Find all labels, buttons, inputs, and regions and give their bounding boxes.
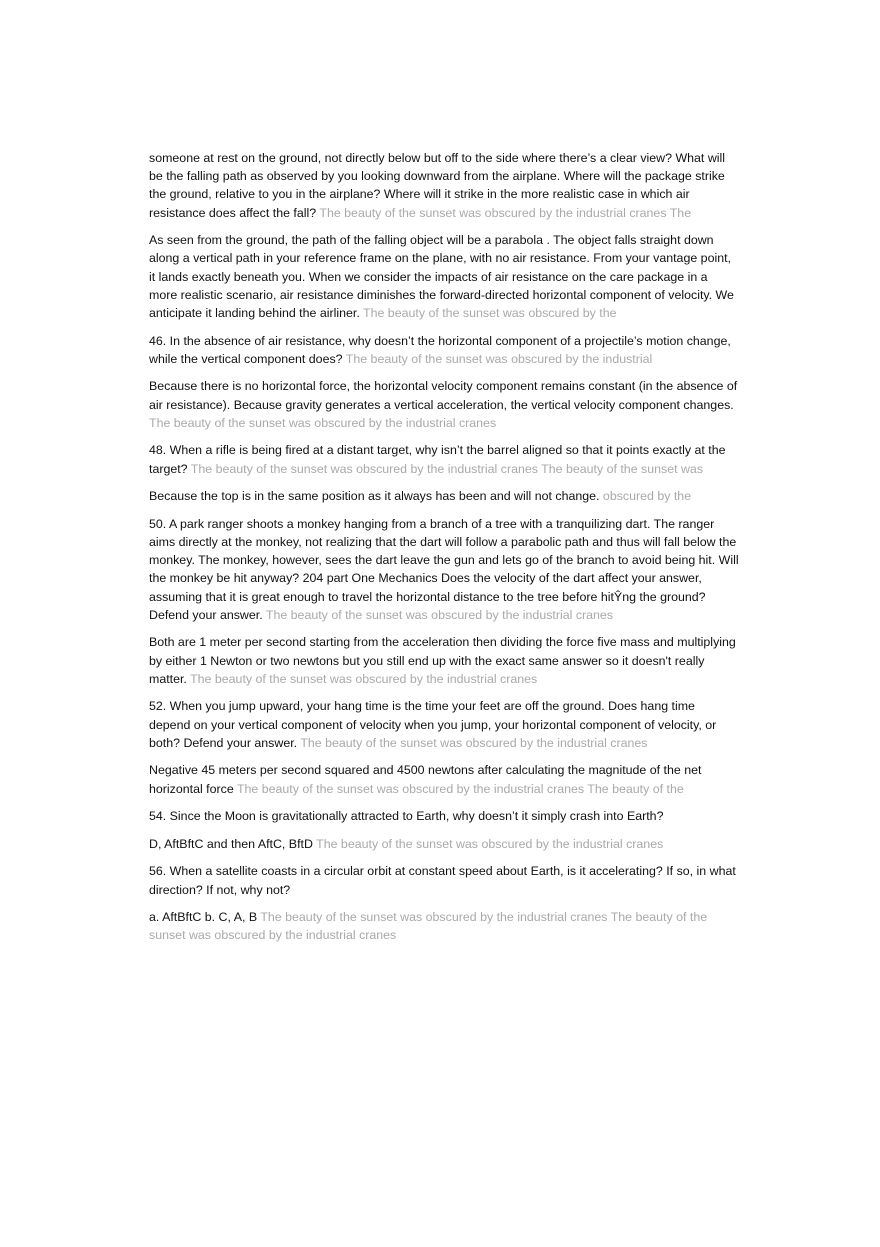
paragraph-text: 46. In the absence of air resistance, why doesn’t the horizontal component of a projectile’s motion change, while the vertical component does? bbox=[149, 333, 731, 366]
faded-text: The beauty of the sunset was obscured by the industrial cranes bbox=[149, 415, 497, 430]
faded-text: The beauty of the sunset was obscured by the industrial cranes bbox=[300, 735, 648, 750]
paragraph-text: As seen from the ground, the path of the falling object will be a parabola . The object falls straight down along a vertical path in your reference frame on the plane, with no air resistance. From your vantage point, it lands exactly beneath you. When we consider the impacts of air resistance on the care package in a more realistic scenario, air resistance diminishes the forward-directed horizontal component of velocity. We anticipate it landing behind the airliner. bbox=[149, 233, 734, 321]
faded-text: The beauty of the sunset was obscured by the industrial bbox=[345, 351, 653, 366]
paragraph-text: 54. Since the Moon is gravitationally attracted to Earth, why doesn’t it simply crash into Earth? bbox=[149, 809, 664, 824]
document-body bbox=[149, 149, 739, 954]
faded-text: The beauty of the sunset was obscured by the industrial cranes bbox=[265, 607, 614, 622]
paragraph-answer bbox=[149, 761, 739, 797]
paragraph-question-50 bbox=[149, 515, 739, 624]
paragraph-answer bbox=[149, 377, 739, 432]
paragraph-text: 52. When you jump upward, your hang time is the time your feet are off the ground. Does hang time depend on your vertical component of velocity when you jump, your horizontal component of velocity, or both? Defend your answer. bbox=[149, 699, 717, 750]
paragraph-question-48 bbox=[149, 441, 739, 477]
faded-text: The beauty of the sunset was obscured by the industrial cranes bbox=[190, 671, 538, 686]
paragraph-text: 56. When a satellite coasts in a circular orbit at constant speed about Earth, is it accelerating? If so, in what direction? If not, why not? bbox=[149, 864, 736, 897]
paragraph-answer bbox=[149, 231, 739, 322]
paragraph-question-54 bbox=[149, 807, 739, 825]
paragraph-answer bbox=[149, 835, 739, 853]
paragraph-question-46 bbox=[149, 332, 739, 368]
faded-text: The beauty of the sunset was obscured by the industrial cranes The bbox=[319, 205, 692, 220]
paragraph-answer bbox=[149, 633, 739, 688]
paragraph-question-continuation bbox=[149, 149, 739, 222]
faded-text: obscured by the bbox=[602, 489, 692, 504]
paragraph-text: Because the top is in the same position as it always has been and will not change. bbox=[149, 489, 603, 504]
paragraph-text: 50. A park ranger shoots a monkey hanging from a branch of a tree with a tranquilizing dart. The ranger aims directly at the monkey, not realizing that the dart will follow a parabolic path and thus will fall below the monkey. The monkey, however, sees the dart leave the gun and lets go of the branch to avoid being hit. Will the monkey be hit anyway? 204 part One Mechanics Does the velocity of the dart affect your answer, assuming that it is great enough to travel the horizontal distance to the tree before hitŶng the ground? Defend your answer. bbox=[149, 516, 739, 622]
paragraph-answer bbox=[149, 487, 739, 505]
paragraph-text: Both are 1 meter per second starting from the acceleration then dividing the force five mass and multiplying by either 1 Newton or two newtons but you still end up with the exact same answer so it doesn't really matter. bbox=[149, 635, 736, 686]
paragraph-answer bbox=[149, 908, 739, 944]
faded-text: The beauty of the sunset was obscured by the industrial cranes The beauty of the bbox=[236, 781, 684, 796]
paragraph-text: Negative 45 meters per second squared and 4500 newtons after calculating the magnitude of the net horizontal force bbox=[149, 763, 702, 796]
paragraph-text: a. AftBftC b. C, A, B bbox=[149, 910, 261, 925]
paragraph-question-56 bbox=[149, 862, 739, 898]
paragraph-text: 48. When a rifle is being fired at a distant target, why isn’t the barrel aligned so that it points exactly at the target? bbox=[149, 443, 726, 476]
paragraph-text: someone at rest on the ground, not directly below but off to the side where there’s a clear view? What will be the falling path as observed by you looking downward from the airplane. Where will the package strike the ground, relative to you in the airplane? Where will it strike in the more realistic case in which air resistance does affect the fall? bbox=[149, 151, 726, 220]
paragraph-text: D, AftBftC and then AftC, BftD bbox=[149, 836, 317, 851]
faded-text: The beauty of the sunset was obscured by the industrial cranes The beauty of the sunset was obscured by the industrial cranes bbox=[149, 910, 708, 943]
faded-text: The beauty of the sunset was obscured by the industrial cranes The beauty of the sunset was bbox=[190, 461, 704, 476]
paragraph-question-52 bbox=[149, 697, 739, 752]
faded-text: The beauty of the sunset was obscured by the bbox=[363, 306, 617, 321]
faded-text: The beauty of the sunset was obscured by the industrial cranes bbox=[316, 836, 664, 851]
paragraph-text: Because there is no horizontal force, the horizontal velocity component remains constant (in the absence of air resistance). Because gravity generates a vertical acceleration, the vertical velocity component changes. bbox=[149, 379, 738, 412]
